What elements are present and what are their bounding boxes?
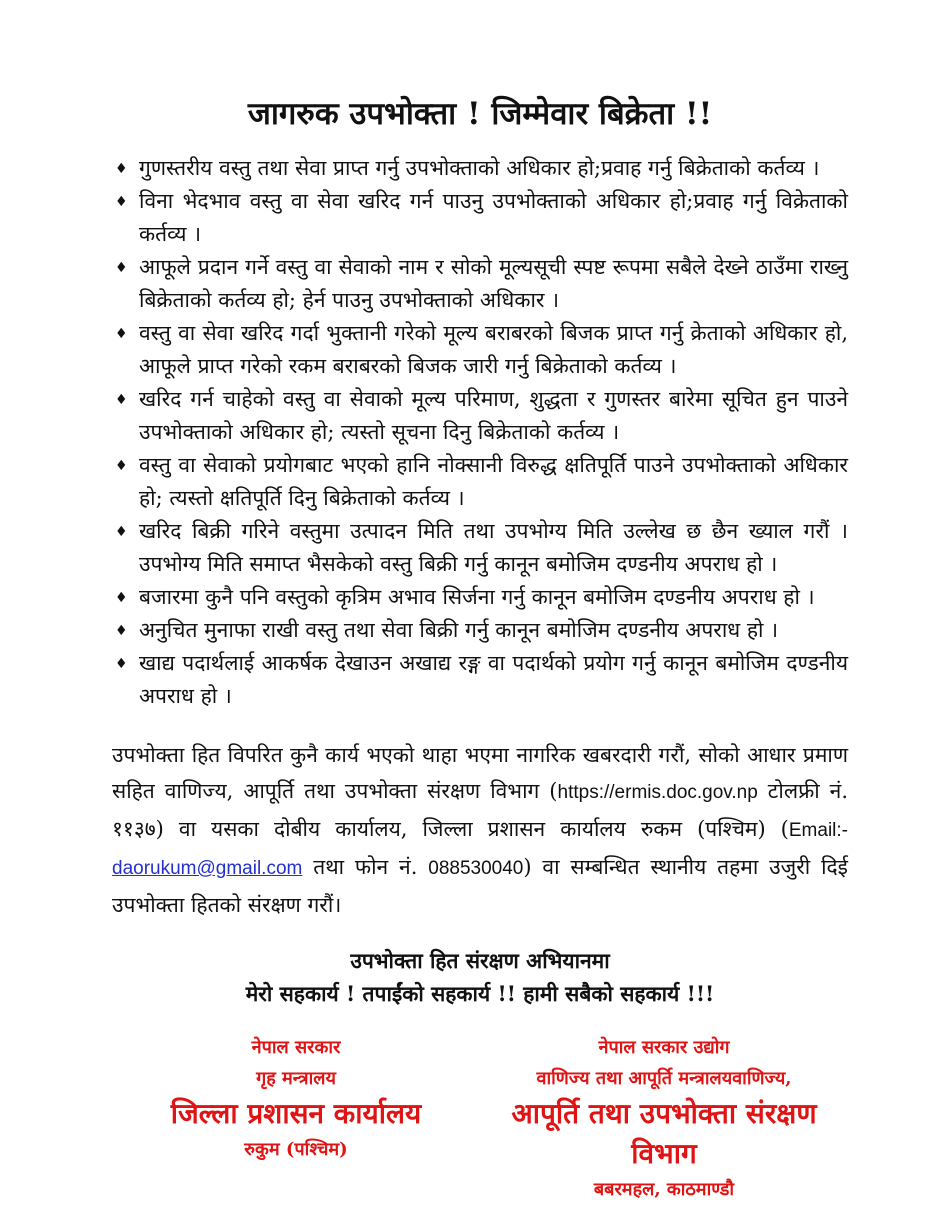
phone-number: 088530040: [428, 858, 524, 879]
bullet-text: खरिद गर्न चाहेको वस्तु वा सेवाको मूल्य परिमाण, शुद्धता र गुणस्तर बारेमा सूचित हुन पाउने उपभोक्ताको अधिकार हो; त्यस्तो सूचना दिनु बिक्रेताको कर्तव्य ।: [139, 387, 848, 444]
right-org-location: बबरमहल, काठमाण्डौ: [593, 1179, 735, 1200]
bullet-item: [112, 152, 848, 185]
ermis-url: https://ermis.doc.gov.np: [557, 782, 758, 803]
right-org-government: नेपाल सरकार उद्योग: [598, 1037, 730, 1058]
footer-right-org: [480, 1032, 848, 1205]
bullet-item: [112, 251, 848, 317]
footer-left-org: [112, 1032, 480, 1205]
footer-organizations: [112, 1032, 848, 1205]
bullet-text: अनुचित मुनाफा राखी वस्तु तथा सेवा बिक्री गर्नु कानून बमोजिम दण्डनीय अपराध हो ।: [139, 618, 779, 642]
bullet-item: [112, 185, 848, 251]
campaign-slogan: [112, 944, 848, 1010]
right-org-department-title: आपूर्ति तथा उपभोक्ता संरक्षण विभाग: [511, 1097, 817, 1170]
diamond-bullet-icon: ♦: [115, 326, 128, 342]
bullet-text: बजारमा कुनै पनि वस्तुको कृत्रिम अभाव सिर्जना गर्नु कानून बमोजिम दण्डनीय अपराध हो ।: [139, 585, 815, 609]
diamond-bullet-icon: ♦: [115, 194, 128, 210]
diamond-bullet-icon: ♦: [115, 656, 128, 672]
diamond-bullet-icon: ♦: [115, 161, 128, 177]
bullet-text: खाद्य पदार्थलाई आकर्षक देखाउन अखाद्य रङ्ग वा पदार्थको प्रयोग गर्नु कानून बमोजिम दण्डनीय अपराध हो ।: [139, 651, 848, 708]
notice-text: उपभोक्ता हित विपरित कुनै कार्य भएको थाहा भएमा नागरिक खबरदारी गरौं, सोको आधार प्रमाण सहित वाणिज्य, आपूर्ति तथा उपभोक्ता संरक्षण विभाग (: [112, 743, 848, 803]
diamond-bullet-icon: ♦: [115, 623, 128, 639]
left-org-ministry: गृह मन्त्रालय: [256, 1068, 336, 1089]
diamond-bullet-icon: ♦: [115, 392, 128, 408]
complaint-notice-paragraph: [112, 737, 848, 923]
bullet-item: [112, 383, 848, 449]
diamond-bullet-icon: ♦: [115, 260, 128, 276]
campaign-line-1: उपभोक्ता हित संरक्षण अभियानमा: [350, 948, 610, 973]
bullet-item: [112, 581, 848, 614]
bullet-item: [112, 317, 848, 383]
bullet-text: वस्तु वा सेवा खरिद गर्दा भुक्तानी गरेको मूल्य बराबरको बिजक प्राप्त गर्नु क्रेताको अधिकार हो, आफूले प्राप्त गरेको रकम बराबरको बिजक जारी गर्नु बिक्रेताको कर्तव्य ।: [139, 321, 848, 378]
email-link[interactable]: daorukum@gmail.com: [112, 858, 303, 879]
notice-text: ) वा सम्बन्धित स्थानीय तहमा उजुरी दिई उपभोक्ता हितको संरक्षण गरौं।: [112, 855, 848, 917]
bullet-text: विना भेदभाव वस्तु वा सेवा खरिद गर्न पाउनु उपभोक्ताको अधिकार हो;प्रवाह गर्नु विक्रेताको कर्तव्य ।: [139, 189, 848, 246]
bullet-text: आफूले प्रदान गर्ने वस्तु वा सेवाको नाम र सोको मूल्यसूची स्पष्ट रूपमा सबैले देख्ने ठाउँमा राख्नु बिक्रेताको कर्तव्य हो; हेर्न पाउनु उपभोक्ताको अधिकार ।: [139, 255, 848, 312]
notice-text: तथा फोन नं.: [302, 855, 429, 879]
diamond-bullet-icon: ♦: [115, 590, 128, 606]
bullet-list: [112, 152, 848, 713]
right-org-ministry: वाणिज्य तथा आपूर्ति मन्त्रालयवाणिज्य,: [536, 1068, 792, 1089]
bullet-text: वस्तु वा सेवाको प्रयोगबाट भएको हानि नोक्सानी विरुद्ध क्षतिपूर्ति पाउने उपभोक्ताको अधिकार हो; त्यस्तो क्षतिपूर्ति दिनु बिक्रेताको कर्तव्य ।: [139, 453, 848, 510]
notice-text: टोलफ्री नं. ११३७) वा यसका दोबीय कार्यालय, जिल्ला प्रशासन कार्यालय रुकम (पश्चिम) (: [112, 779, 849, 841]
bullet-item: [112, 647, 848, 713]
document-title: जागरुक उपभोक्ता ! जिम्मेवार बिक्रेता !!: [247, 96, 713, 132]
bullet-item: [112, 614, 848, 647]
diamond-bullet-icon: ♦: [115, 524, 128, 540]
left-org-office-title: जिल्ला प्रशासन कार्यालय: [170, 1097, 422, 1130]
email-label: Email:-: [788, 820, 848, 841]
bullet-item: [112, 449, 848, 515]
bullet-text: खरिद बिक्री गरिने वस्तुमा उत्पादन मिति तथा उपभोग्य मिति उल्लेख छ छैन ख्याल गरौं । उपभोग्य मिति समाप्त भैसकेको वस्तु बिक्री गर्नु कानून बमोजिम दण्डनीय अपराध हो ।: [139, 519, 848, 576]
left-org-government: नेपाल सरकार: [251, 1037, 341, 1058]
diamond-bullet-icon: ♦: [115, 458, 128, 474]
bullet-text: गुणस्तरीय वस्तु तथा सेवा प्राप्त गर्नु उपभोक्ताको अधिकार हो;प्रवाह गर्नु बिक्रेताको कर्तव्य ।: [139, 156, 820, 180]
campaign-line-2: मेरो सहकार्य ! तपाईंको सहकार्य !! हामी सबैको सहकार्य !!!: [245, 981, 715, 1006]
left-org-location: रुकुम (पश्चिम): [244, 1139, 348, 1160]
bullet-item: [112, 515, 848, 581]
